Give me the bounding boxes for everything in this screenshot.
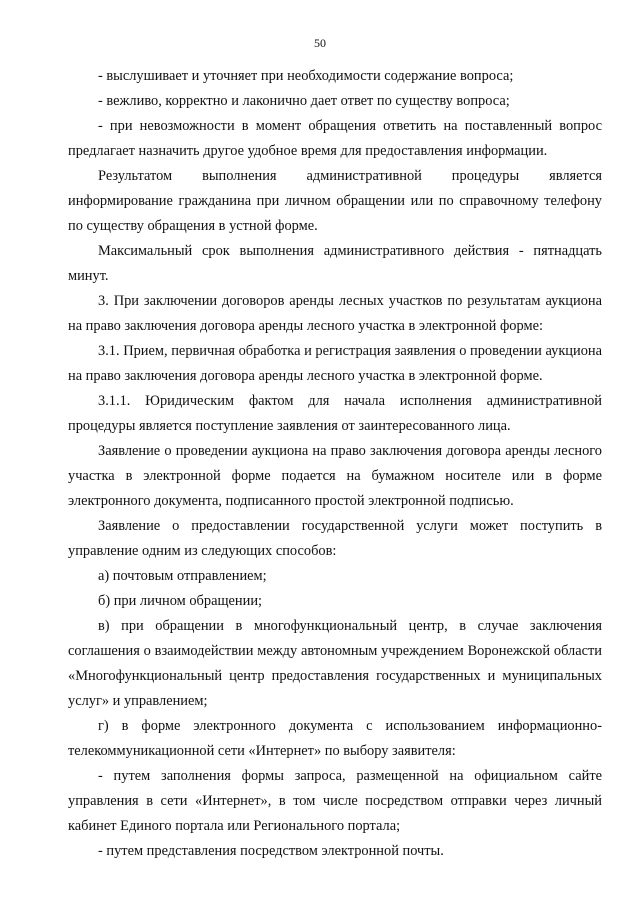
paragraph-6: 3. При заключении договоров аренды лесных участков по результатам аукциона на право заключения договора аренды лесного участка в электронной форме: <box>68 293 602 334</box>
paragraph-13: в) при обращении в многофункциональный центр, в случае заключения соглашения о взаимодействии между автономным учреждением Воронежской области «Многофункциональный центр предоставления государственных и муниципальных услуг» и управлением; <box>68 618 602 709</box>
page-number: 50 <box>314 36 326 50</box>
paragraph-9: Заявление о проведении аукциона на право заключения договора аренды лесного участка в электронной форме подается на бумажном носителе или в форме электронного документа, подписанного простой электронной подписью. <box>68 443 602 509</box>
paragraph-11: а) почтовым отправлением; <box>98 568 267 584</box>
paragraph-16: - путем представления посредством электронной почты. <box>98 843 444 859</box>
paragraph-4: Результатом выполнения административной процедуры является информирование гражданина при личном обращении или по справочному телефону по существу обращения в устной форме. <box>68 168 602 234</box>
paragraph-3: - при невозможности в момент обращения ответить на поставленный вопрос предлагает назначить другое удобное время для предоставления информации. <box>68 118 602 159</box>
document-body <box>68 64 602 864</box>
paragraph-2: - вежливо, корректно и лаконично дает ответ по существу вопроса; <box>98 93 510 109</box>
paragraph-10: Заявление о предоставлении государственной услуги может поступить в управление одним из следующих способов: <box>68 518 602 559</box>
paragraph-12: б) при личном обращении; <box>98 593 263 609</box>
paragraph-15: - путем заполнения формы запроса, размещенной на официальном сайте управления в сети «Интернет», в том числе посредством отправки через личный кабинет Единого портала или Регионального портала; <box>68 768 602 834</box>
paragraph-7: 3.1. Прием, первичная обработка и регистрация заявления о проведении аукциона на право заключения договора аренды лесного участка в электронной форме. <box>68 343 602 384</box>
paragraph-5: Максимальный срок выполнения административного действия - пятнадцать минут. <box>68 243 602 284</box>
paragraph-8: 3.1.1. Юридическим фактом для начала исполнения административной процедуры является поступление заявления от заинтересованного лица. <box>68 393 602 434</box>
paragraph-1: - выслушивает и уточняет при необходимости содержание вопроса; <box>98 68 514 84</box>
paragraph-14: г) в форме электронного документа с использованием информационно-телекоммуникационной сети «Интернет» по выбору заявителя: <box>68 718 602 759</box>
